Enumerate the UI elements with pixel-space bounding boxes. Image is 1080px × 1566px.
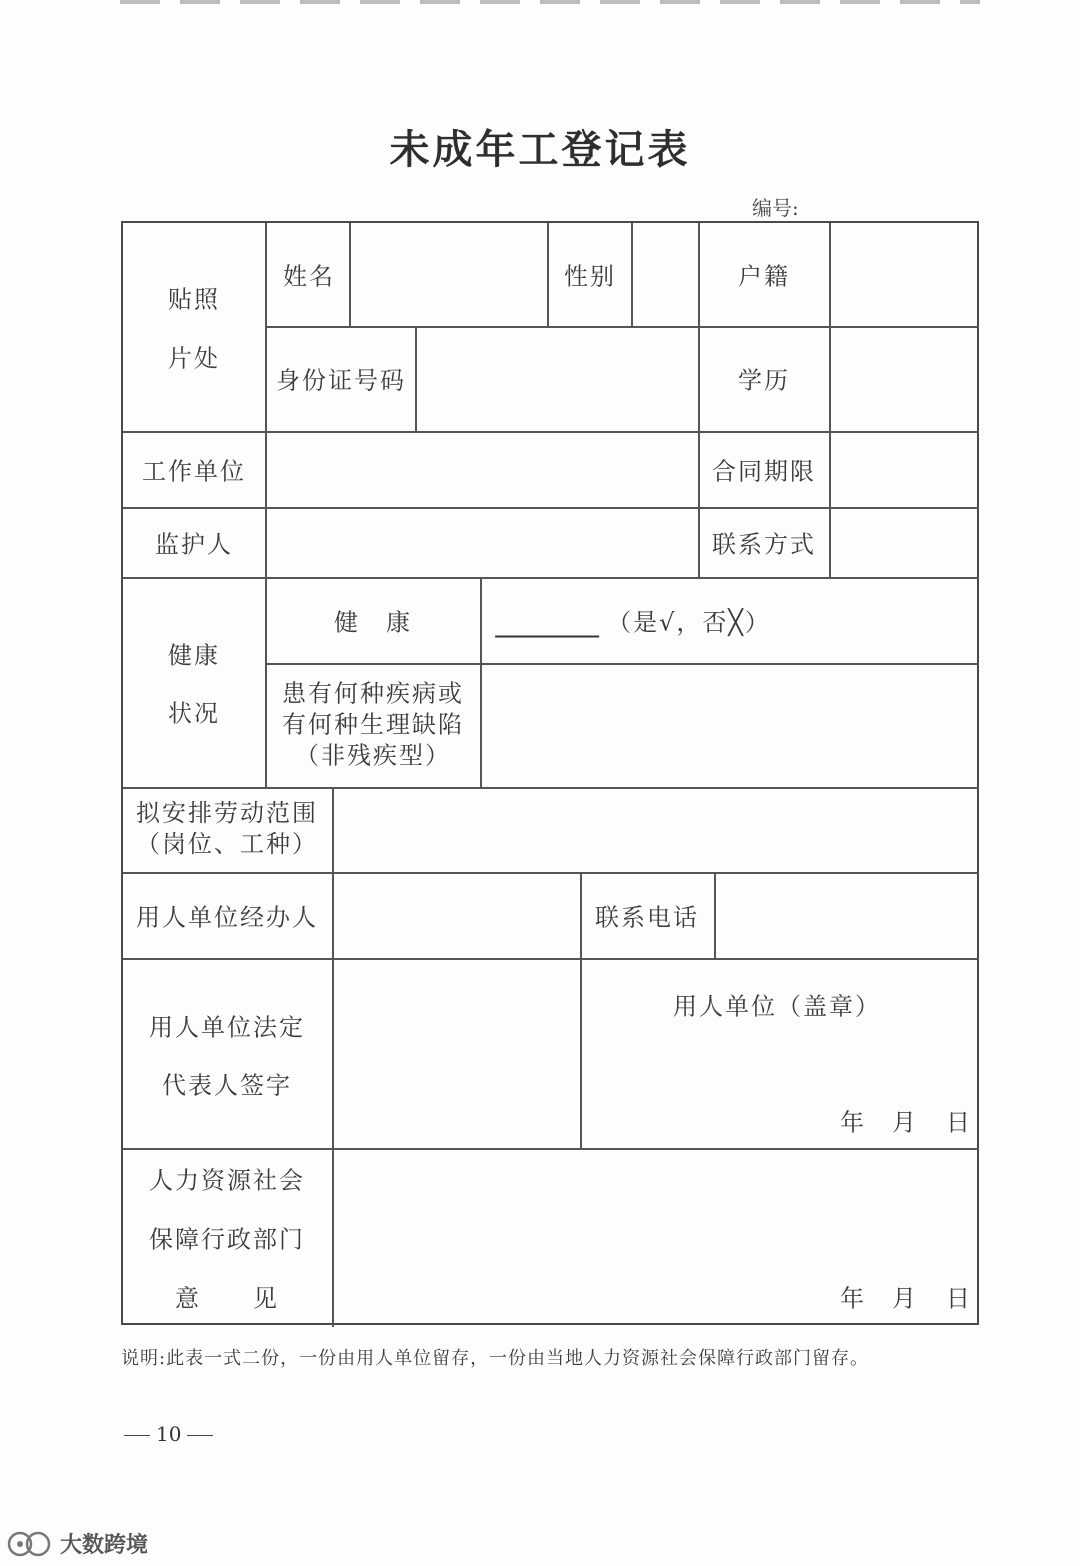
row-divider	[123, 1148, 979, 1150]
hr-dept-label-line3: 意 见	[175, 1284, 279, 1313]
row-divider	[266, 326, 979, 328]
name-label: 姓名	[283, 262, 335, 291]
col-divider	[580, 958, 582, 1148]
document-title: 未成年工登记表	[389, 126, 691, 173]
disease-label	[282, 679, 464, 772]
col-divider	[547, 223, 549, 327]
col-divider	[480, 577, 482, 787]
col-divider	[714, 872, 716, 958]
row-divider	[123, 431, 979, 433]
watermark-text: 大数跨境	[60, 1533, 149, 1558]
serial-number-label: 编号:	[752, 196, 799, 220]
seal-date-day: 日	[946, 1108, 972, 1137]
contact-method-label: 联系方式	[712, 530, 816, 559]
col-divider	[580, 872, 582, 958]
disease-label-line3: （非残疾型）	[295, 741, 451, 770]
row-divider	[123, 958, 979, 960]
row-divider	[123, 787, 979, 789]
disease-label-line1: 患有何种疾病或	[282, 679, 464, 708]
photo-area-label-line2: 片处	[168, 344, 220, 373]
guardian-label: 监护人	[155, 530, 233, 559]
health-status-label-line2: 状况	[168, 699, 220, 728]
hr-date-day: 日	[946, 1284, 972, 1313]
health-label: 健 康	[334, 608, 412, 637]
education-label: 学历	[738, 366, 790, 395]
legal-rep-label-line1: 用人单位法定	[149, 1013, 305, 1042]
hr-date-year: 年	[840, 1284, 866, 1313]
gender-label: 性别	[564, 262, 616, 291]
labor-scope-label	[136, 798, 318, 860]
col-divider	[332, 787, 334, 1327]
registration-form-table	[121, 221, 979, 1325]
seal-date-year: 年	[840, 1108, 866, 1137]
col-divider	[829, 223, 831, 578]
col-divider	[698, 223, 700, 578]
row-divider	[123, 872, 979, 874]
col-divider	[265, 223, 267, 787]
row-divider	[266, 663, 979, 665]
health-answer-blank[interactable]	[495, 611, 599, 637]
top-edge-decoration	[120, 0, 980, 4]
id-number-label: 身份证号码	[276, 366, 406, 395]
col-divider	[631, 223, 633, 327]
photo-area-label-line1: 贴照	[168, 285, 220, 314]
watermark-logo-icon	[6, 1530, 54, 1558]
watermark	[6, 1528, 148, 1559]
col-divider	[349, 223, 351, 327]
employer-seal-label: 用人单位（盖章）	[673, 992, 881, 1021]
legal-rep-label-line2: 代表人签字	[162, 1071, 292, 1100]
contract-term-label: 合同期限	[712, 457, 816, 486]
row-divider	[123, 507, 979, 509]
health-status-label-line1: 健康	[168, 641, 220, 670]
handler-label: 用人单位经办人	[136, 903, 318, 932]
disease-label-line2: 有何种生理缺陷	[282, 710, 464, 739]
col-divider	[415, 327, 417, 432]
phone-label: 联系电话	[595, 903, 699, 932]
health-checkbox-field[interactable]	[495, 603, 771, 638]
page-number	[118, 1422, 219, 1446]
hr-date-month: 月	[892, 1284, 918, 1313]
form-note: 说明:此表一式二份，一份由用人单位留存，一份由当地人力资源社会保障行政部门留存。	[121, 1348, 870, 1369]
hukou-label: 户籍	[738, 262, 790, 291]
hr-dept-label-line1: 人力资源社会	[149, 1166, 305, 1195]
page-number-value: 10	[156, 1422, 182, 1446]
labor-scope-line1: 拟安排劳动范围	[136, 799, 318, 827]
seal-date-month: 月	[892, 1108, 918, 1137]
health-option-hint: （是√，否╳）	[607, 608, 771, 637]
employer-label: 工作单位	[142, 457, 246, 486]
labor-scope-line2: （岗位、工种）	[136, 830, 318, 858]
row-divider	[123, 577, 979, 579]
hr-dept-label-line2: 保障行政部门	[149, 1225, 305, 1254]
